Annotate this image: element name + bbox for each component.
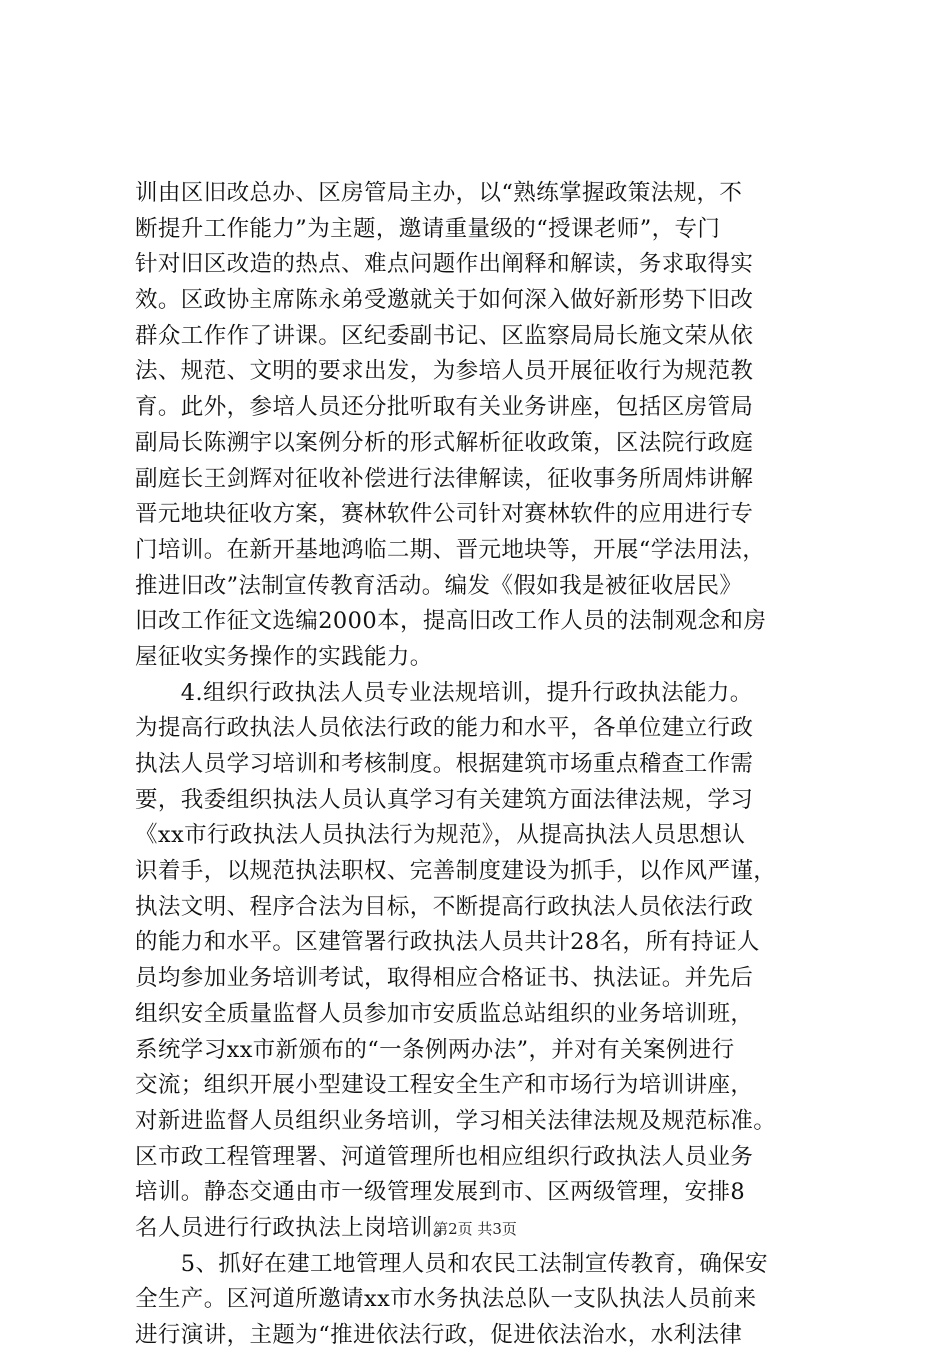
text-line: 群众工作作了讲课。区纪委副书记、区监察局局长施文荣从依 <box>135 322 754 349</box>
page-footer: 第2页 共3页 <box>433 1220 517 1238</box>
text-line: 进行演讲，主题为“推进依法行政，促进依法治水，水利法律 <box>135 1322 743 1348</box>
text-line: 旧改工作征文选编2000本，提高旧改工作人员的法制观念和房 <box>135 608 767 635</box>
text-line: 对新进监督人员组织业务培训，学习相关法律法规及规范标准。 <box>135 1107 777 1134</box>
text-line: 名人员进行行政执法上岗培训。 <box>135 1214 456 1241</box>
text-line: 副庭长王剑辉对征收补偿进行法律解读，征收事务所周炜讲解 <box>135 465 754 492</box>
text-line: 识着手，以规范执法职权、完善制度建设为抓手，以作风严谨， <box>135 858 777 885</box>
text-line: 全生产。区河道所邀请xx市水务执法总队一支队执法人员前来 <box>135 1286 757 1313</box>
text-line: 组织安全质量监督人员参加市安质监总站组织的业务培训班， <box>135 1000 754 1027</box>
text-line: 执法人员学习培训和考核制度。根据建筑市场重点稽查工作需 <box>135 751 754 777</box>
text-line: 员均参加业务培训考试，取得相应合格证书、执法证。并先后 <box>135 965 754 992</box>
text-line: 副局长陈溯宇以案例分析的形式解析征收政策，区法院行政庭 <box>135 429 754 456</box>
text-line: 门培训。在新开基地鸿临二期、晋元地块等，开展“学法用法， <box>135 536 766 563</box>
text-line: 4.组织行政执法人员专业法规培训，提升行政执法能力。 <box>135 679 753 706</box>
text-line: 法、规范、文明的要求出发，为参培人员开展征收行为规范教 <box>135 358 754 385</box>
text-line: 《xx市行政执法人员执法行为规范》，从提高执法人员思想认 <box>135 822 746 849</box>
text-line: 区市政工程管理署、河道管理所也相应组织行政执法人员业务 <box>135 1143 754 1170</box>
text-line: 断提升工作能力”为主题，邀请重量级的“授课老师”，专门 <box>135 215 721 242</box>
text-line: 为提高行政执法人员依法行政的能力和水平，各单位建立行政 <box>135 715 754 742</box>
text-line: 推进旧改”法制宣传教育活动。编发《假如我是被征收居民》 <box>135 572 743 599</box>
text-line: 效。区政协主席陈永弟受邀就关于如何深入做好新形势下旧改 <box>135 287 754 314</box>
text-line: 的能力和水平。区建管署行政执法人员共计28名，所有持证人 <box>135 929 760 956</box>
text-line: 晋元地块征收方案，赛林软件公司针对赛林软件的应用进行专 <box>135 501 754 528</box>
text-line: 训由区旧改总办、区房管局主办，以“熟练掌握政策法规，不 <box>135 180 743 206</box>
body-text <box>135 176 835 1354</box>
text-line: 交流；组织开展小型建设工程安全生产和市场行为培训讲座， <box>135 1072 754 1099</box>
text-line: 培训。静态交通由市一级管理发展到市、区两级管理，安排8 <box>135 1179 746 1206</box>
text-line: 5、抓好在建工地管理人员和农民工法制宣传教育，确保安 <box>135 1250 769 1277</box>
text-line: 针对旧区改造的热点、难点问题作出阐释和解读，务求取得实 <box>135 251 754 278</box>
text-line: 屋征收实务操作的实践能力。 <box>135 643 433 670</box>
text-line: 要，我委组织执法人员认真学习有关建筑方面法律法规，学习 <box>135 786 754 813</box>
text-line: 系统学习xx市新颁布的“一条例两办法”，并对有关案例进行 <box>135 1036 735 1063</box>
text-line: 育。此外，参培人员还分批听取有关业务讲座，包括区房管局 <box>135 394 754 421</box>
text-line: 执法文明、程序合法为目标，不断提高行政执法人员依法行政 <box>135 893 754 920</box>
